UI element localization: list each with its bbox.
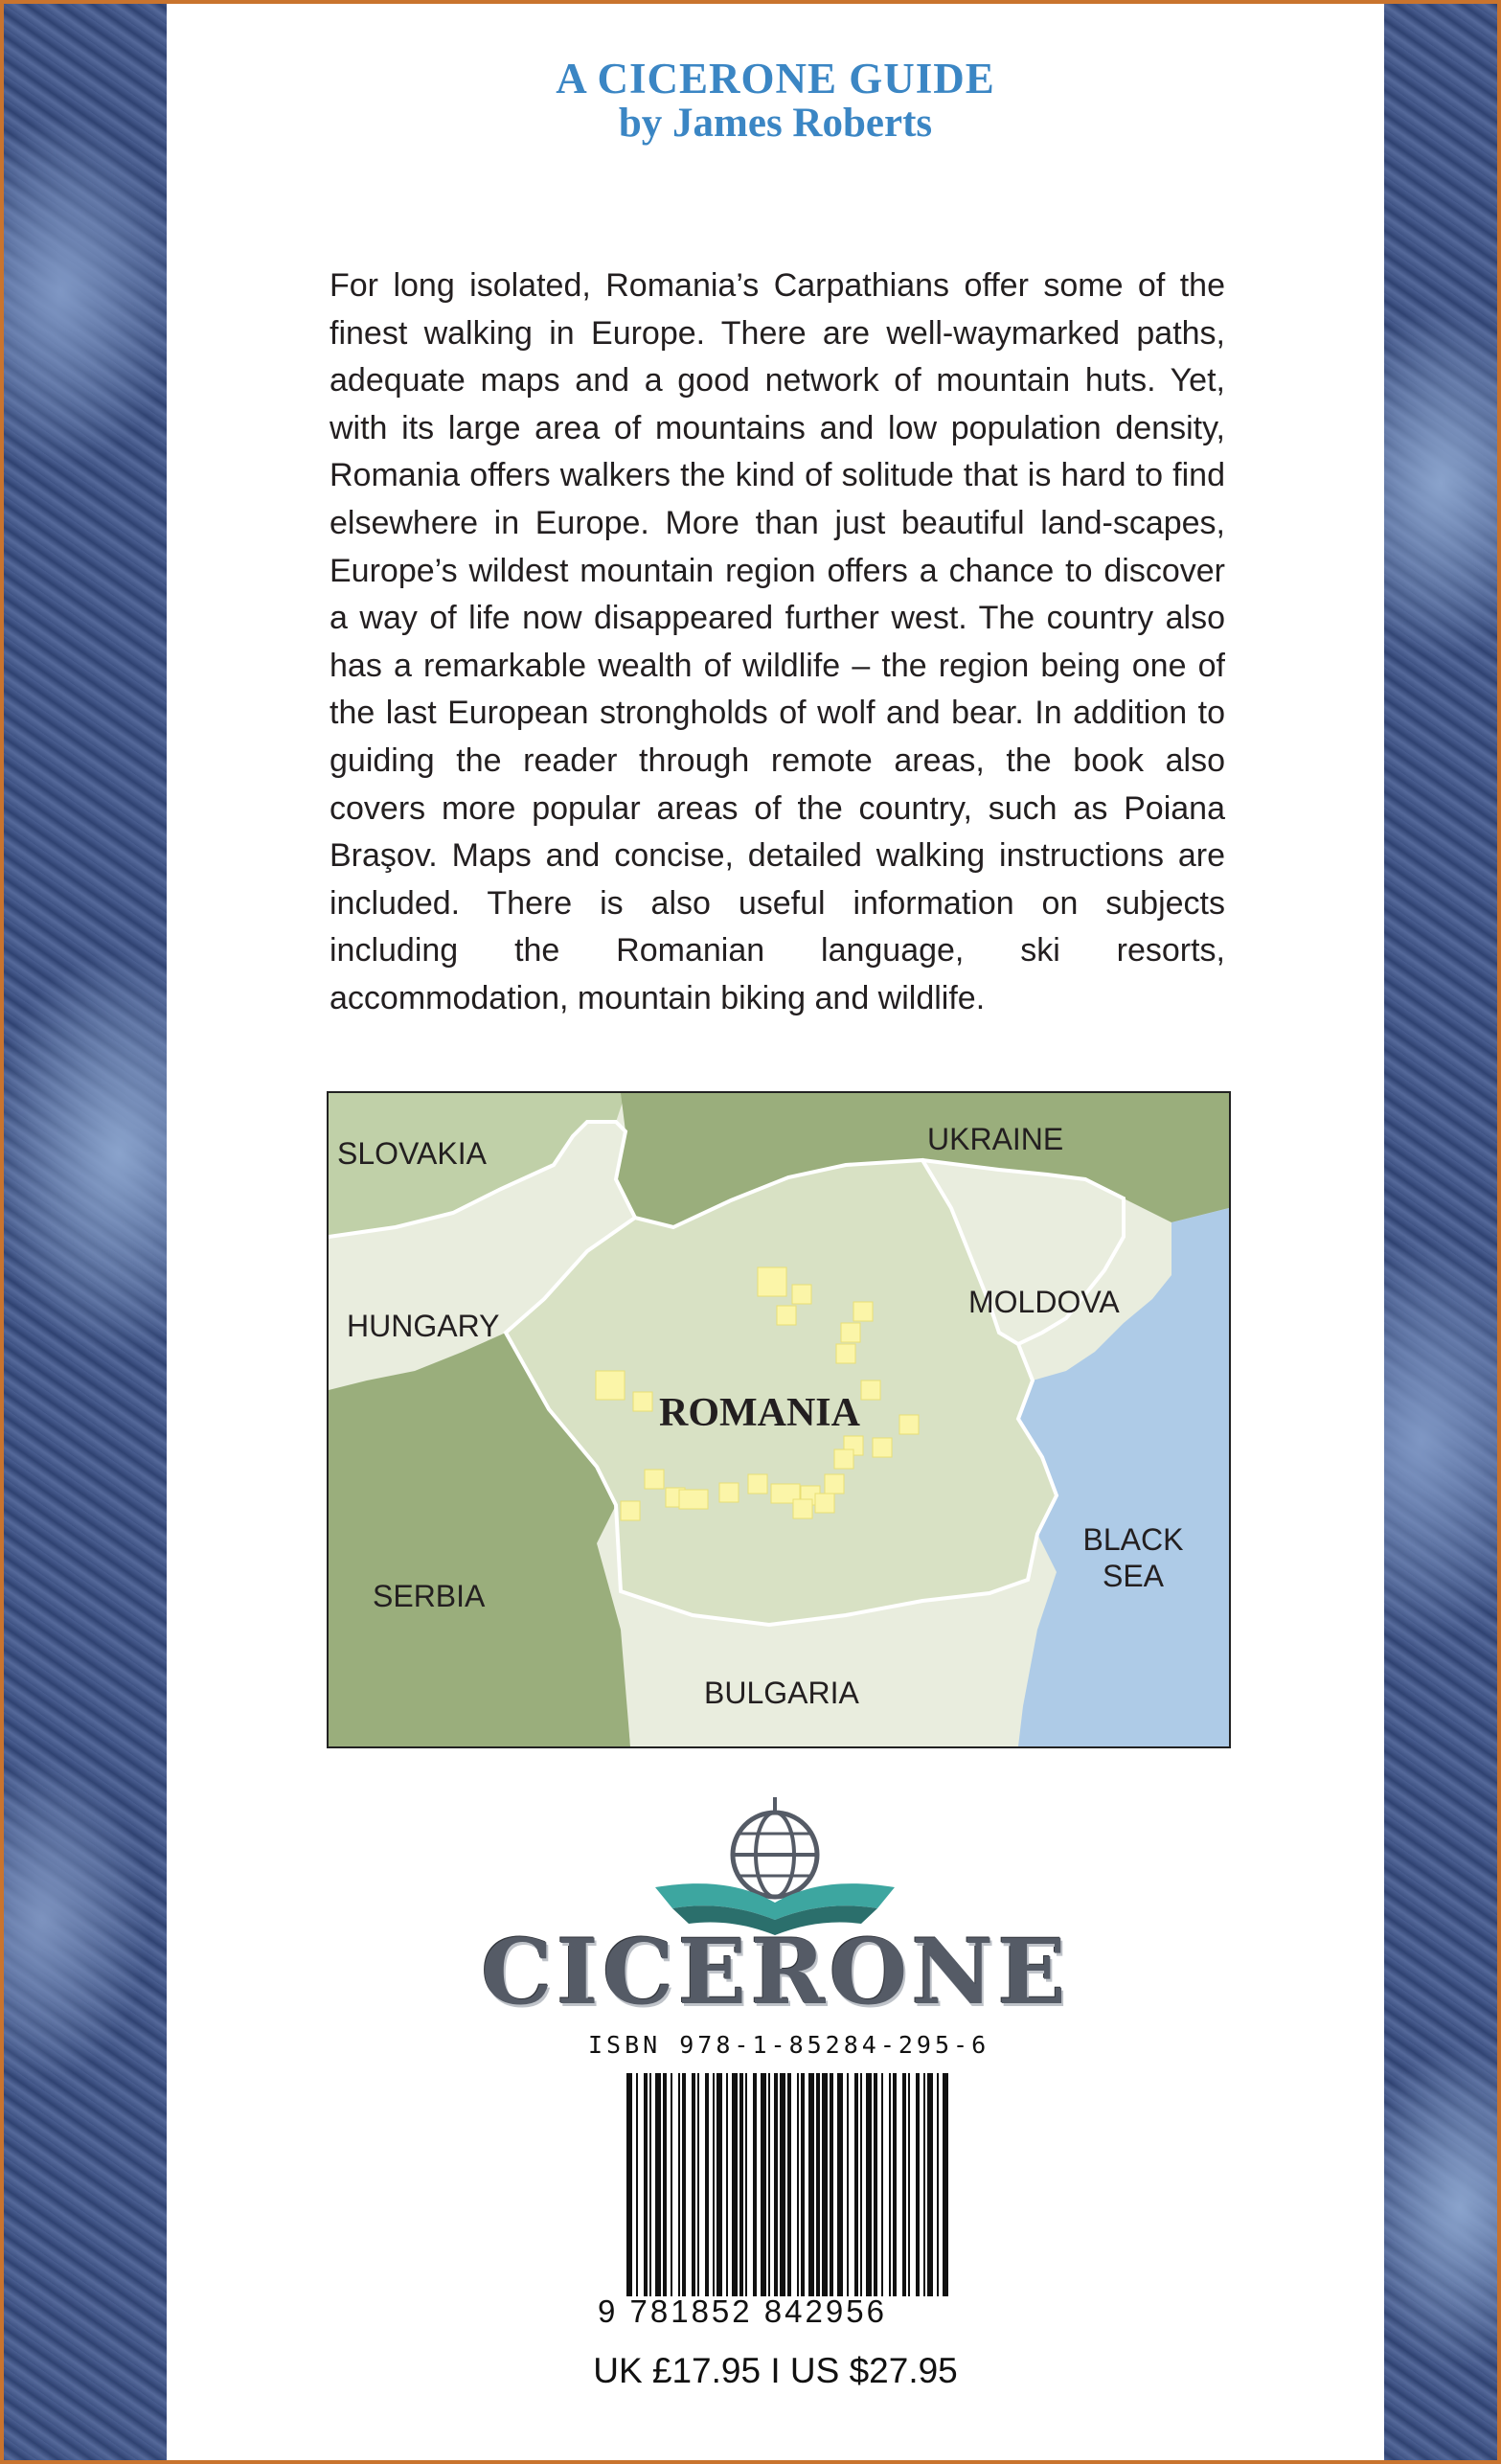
back-cover-panel: [167, 4, 1384, 2460]
label-hungary: HUNGARY: [347, 1309, 500, 1343]
label-moldova: MOLDOVA: [968, 1285, 1120, 1319]
marker: [815, 1494, 834, 1513]
marker: [758, 1267, 786, 1296]
marker: [645, 1470, 664, 1489]
barcode-bar: [753, 2073, 757, 2296]
barcode-bar: [927, 2073, 933, 2296]
barcode-bar: [881, 2073, 883, 2296]
barcode-bar: [626, 2073, 632, 2296]
barcode-bar: [916, 2073, 920, 2296]
barcode-bar: [671, 2073, 672, 2296]
marker: [841, 1323, 860, 1342]
barcode-bar: [797, 2073, 799, 2296]
marker: [825, 1474, 844, 1494]
barcode-digits: 9 781852 842956: [598, 2293, 887, 2329]
marker: [719, 1483, 739, 1502]
label-romania: ROMANIA: [659, 1391, 860, 1435]
price: UK £17.95 I US $27.95: [593, 2351, 958, 2390]
barcode-bar: [787, 2073, 791, 2296]
marker: [834, 1449, 853, 1469]
barcode-bar: [768, 2073, 770, 2296]
barcode-bar: [761, 2073, 766, 2296]
series-title: A CICERONE GUIDE: [556, 55, 995, 103]
marker: [836, 1344, 855, 1363]
blurb-text: For long isolated, Romania’s Carpathians offer some of the finest walking in Europe. There are well-waymarked paths, adequate maps and a good network of mountain huts. Yet, with its large area of mountains and low population density, Romania offers walkers the kind of solitude that is hard to find elsewhere in Europe. More than just beautiful land-scapes, Europe’s wildest mountain region offers a chance to discover a way of life now disappeared further west. The country also has a remarkable wealth of wildlife – the region being one of the last European strongholds of wolf and bear. In addition to guiding the reader through remote areas, the book also covers more popular areas of the country, such as Poiana Braşov. Maps and concise, detailed walking instructions are included. There is also useful information on subjects including the Romanian language, ski resorts, accommodation, mountain biking and wildlife.: [330, 267, 1225, 1016]
barcode-bar: [866, 2073, 872, 2296]
cover-border: [4, 4, 1497, 2460]
barcode-bar: [893, 2073, 897, 2296]
marker: [748, 1474, 767, 1494]
label-serbia: SERBIA: [373, 1579, 486, 1613]
marker: [792, 1285, 811, 1304]
barcode-bar: [713, 2073, 715, 2296]
isbn-number: ISBN 978-1-85284-295-6: [588, 2031, 990, 2059]
barcode-bar: [663, 2073, 667, 2296]
barcode-bar: [847, 2073, 849, 2296]
barcode-bar: [937, 2073, 939, 2296]
label-sea: SEA: [1102, 1559, 1165, 1593]
label-bulgaria: BULGARIA: [704, 1676, 859, 1710]
label-slovakia: SLOVAKIA: [337, 1136, 487, 1171]
barcode-bar: [816, 2073, 820, 2296]
barcode-bar: [908, 2073, 910, 2296]
barcode-bar: [774, 2073, 778, 2296]
marker: [873, 1438, 892, 1457]
barcode-bar: [837, 2073, 843, 2296]
barcode-bar: [678, 2073, 680, 2296]
author-line: by James Roberts: [618, 101, 933, 146]
barcode-bar: [874, 2073, 877, 2296]
barcode-bar: [716, 2073, 722, 2296]
marker: [621, 1501, 640, 1520]
barcode-bar: [923, 2073, 925, 2296]
barcode-bar: [780, 2073, 785, 2296]
marker: [777, 1306, 796, 1325]
marker: [899, 1415, 919, 1434]
cicerone-wordmark: CICERONE: [481, 1920, 1070, 2025]
barcode-bar: [726, 2073, 728, 2296]
barcode-bar: [745, 2073, 747, 2296]
barcode-bar: [860, 2073, 862, 2296]
barcode-bar: [649, 2073, 651, 2296]
barcode-bar: [943, 2073, 948, 2296]
romania-map: [327, 1091, 1231, 1748]
barcode-bar: [889, 2073, 891, 2296]
barcode-bar: [830, 2073, 833, 2296]
barcode-bar: [636, 2073, 638, 2296]
barcode-bar: [854, 2073, 858, 2296]
barcode-bar: [705, 2073, 709, 2296]
label-black-sea: [1076, 1521, 1191, 1594]
marker: [633, 1392, 652, 1411]
marker: [793, 1499, 812, 1518]
barcode-bar: [902, 2073, 906, 2296]
barcode-bar: [732, 2073, 738, 2296]
barcode-bar: [808, 2073, 814, 2296]
barcode-bar: [801, 2073, 805, 2296]
barcode-bar: [644, 2073, 648, 2296]
marker: [853, 1302, 873, 1321]
barcode: [625, 2073, 948, 2296]
label-black: BLACK: [1082, 1522, 1184, 1557]
barcode-bar: [692, 2073, 695, 2296]
marker: [679, 1490, 708, 1509]
barcode-bar: [697, 2073, 699, 2296]
barcode-bar: [682, 2073, 686, 2296]
label-ukraine: UKRAINE: [927, 1122, 1064, 1156]
barcode-bar: [822, 2073, 828, 2296]
barcode-bar: [655, 2073, 661, 2296]
marker: [596, 1371, 625, 1400]
barcode-bar: [739, 2073, 743, 2296]
marker: [861, 1380, 880, 1400]
